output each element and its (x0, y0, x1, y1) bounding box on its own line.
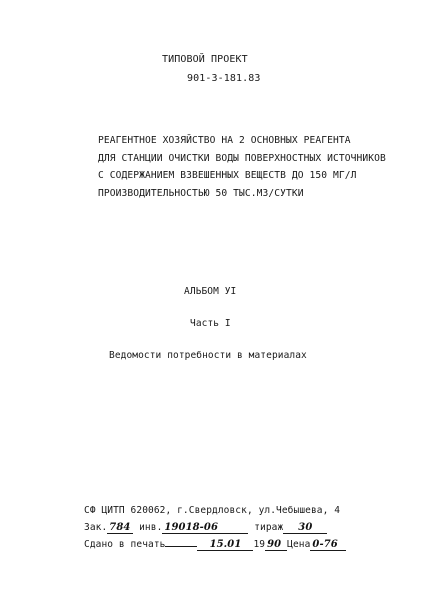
sent-date: 15.01 (197, 539, 253, 551)
inv-number: 19018-06 (162, 522, 248, 534)
project-type: ТИПОВОЙ ПРОЕКТ (162, 54, 248, 65)
price-label: Цена (287, 539, 311, 550)
print-run-value: 30 (283, 522, 327, 534)
inv-label: инв. (139, 522, 163, 533)
description-line-1: РЕАГЕНТНОЕ ХОЗЯЙСТВО НА 2 ОСНОВНЫХ РЕАГЕНТА (98, 135, 351, 146)
sent-line (84, 539, 346, 551)
sent-label: Сдано в печать (84, 539, 166, 550)
publisher-line: СФ ЦИТП 620062, г.Свердловск, ул.Чебышева, 4 (84, 505, 341, 516)
sent-date-blank (165, 546, 197, 547)
year-prefix: 19 (253, 539, 266, 550)
description-line-4: ПРОИЗВОДИТЕЛЬНОСТЬЮ 50 ТЫС.М3/СУТКИ (98, 188, 304, 199)
album-part: Часть I (190, 318, 231, 329)
order-line (84, 522, 327, 534)
description-line-3: С СОДЕРЖАНИЕМ ВЗВЕШЕННЫХ ВЕЩЕСТВ ДО 150 МГ/Л (98, 170, 357, 181)
album-subtitle: Ведомости потребности в материалах (109, 350, 307, 361)
description-line-2: ДЛЯ СТАНЦИИ ОЧИСТКИ ВОДЫ ПОВЕРХНОСТНЫХ ИСТОЧНИКОВ (98, 153, 386, 164)
order-label: Зак. (84, 522, 108, 533)
year-suffix: 90 (265, 539, 287, 551)
project-number: 901-3-181.83 (187, 73, 261, 84)
price-value: 0-76 (310, 539, 346, 551)
order-number: 784 (107, 522, 133, 534)
album-label: АЛЬБОМ УI (184, 286, 237, 297)
print-run-label: тираж (254, 522, 284, 533)
